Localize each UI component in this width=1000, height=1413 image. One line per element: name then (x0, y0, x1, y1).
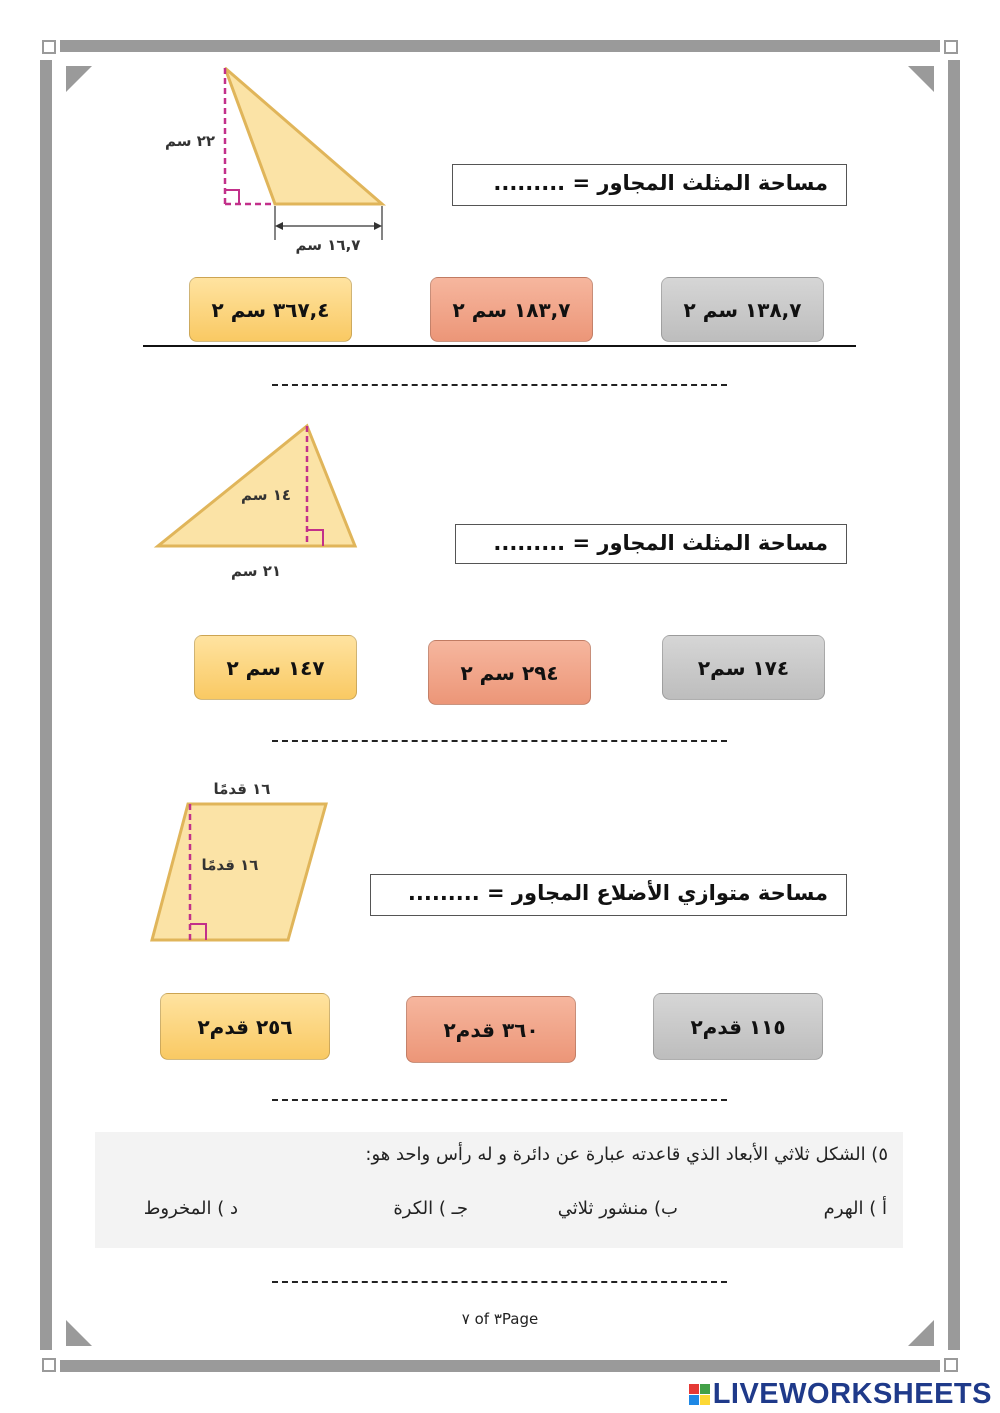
liveworksheets-logo[interactable] (689, 1378, 992, 1411)
question-1-option-a[interactable]: ١٣٨,٧ سم ٢ (661, 277, 824, 342)
question-3-option-c[interactable]: ٢٥٦ قدم٢ (160, 993, 330, 1060)
question-2-option-c[interactable]: ١٤٧ سم ٢ (194, 635, 357, 700)
triangle-figure-1 (160, 60, 400, 260)
corner-triangle-tl (66, 66, 92, 92)
height-label: ١٤ سم (240, 486, 292, 504)
page-number: ٧ of ٣Page (461, 1310, 539, 1328)
base-label: ١٦,٧ سم (295, 236, 361, 254)
section-divider-line (143, 345, 856, 347)
question-1-option-c[interactable]: ٣٦٧,٤ سم ٢ (189, 277, 352, 342)
frame-corner-tl (42, 40, 56, 54)
question-1-prompt: مساحة المثلث المجاور = ......... (452, 164, 847, 206)
question-3-prompt: مساحة متوازي الأضلاع المجاور = ......... (370, 874, 847, 916)
question-5-stem: ٥) الشكل ثلاثي الأبعاد الذي قاعدته عبارة عن دائرة و له رأس واحد هو: (365, 1144, 888, 1165)
corner-triangle-tr (908, 66, 934, 92)
separator-1 (272, 384, 727, 386)
frame-top (60, 40, 940, 52)
separator-2 (272, 740, 727, 742)
question-2-option-a[interactable]: ١٧٤ سم٢ (662, 635, 825, 700)
question-5-choice-d[interactable]: د ) المخروط (143, 1198, 238, 1219)
parallelogram-figure (140, 770, 340, 950)
question-5-choice-a[interactable]: أ ) الهرم (823, 1198, 887, 1219)
separator-3 (272, 1099, 727, 1101)
base-label: ٢١ سم (230, 562, 282, 580)
height-label: ١٦ قدمًا (201, 856, 259, 874)
question-5-choice-b[interactable]: ب) منشور ثلاثي (557, 1198, 678, 1219)
frame-bottom (60, 1360, 940, 1372)
base-label: ١٦ قدمًا (213, 780, 271, 798)
frame-left (40, 60, 52, 1350)
frame-right (948, 60, 960, 1350)
question-2-prompt: مساحة المثلث المجاور = ......... (455, 524, 847, 564)
height-label: ٢٢ سم (164, 132, 216, 150)
right-angle-mark (225, 190, 239, 204)
question-3-option-b[interactable]: ٣٦٠ قدم٢ (406, 996, 576, 1063)
logo-squares-icon (689, 1384, 710, 1405)
triangle-figure-2 (150, 418, 370, 588)
question-3-option-a[interactable]: ١١٥ قدم٢ (653, 993, 823, 1060)
triangle-shape (225, 68, 382, 204)
question-5 (95, 1132, 903, 1248)
brand-name: LIVEWORKSHEETS (712, 1378, 992, 1410)
frame-corner-tr (944, 40, 958, 54)
separator-4 (272, 1281, 727, 1283)
frame-corner-bl (42, 1358, 56, 1372)
frame-corner-br (944, 1358, 958, 1372)
question-2-option-b[interactable]: ٢٩٤ سم ٢ (428, 640, 591, 705)
arrow-right-icon (374, 222, 382, 230)
question-5-choice-c[interactable]: جـ ) الكرة (393, 1198, 468, 1219)
question-1-option-b[interactable]: ١٨٣,٧ سم ٢ (430, 277, 593, 342)
arrow-left-icon (275, 222, 283, 230)
